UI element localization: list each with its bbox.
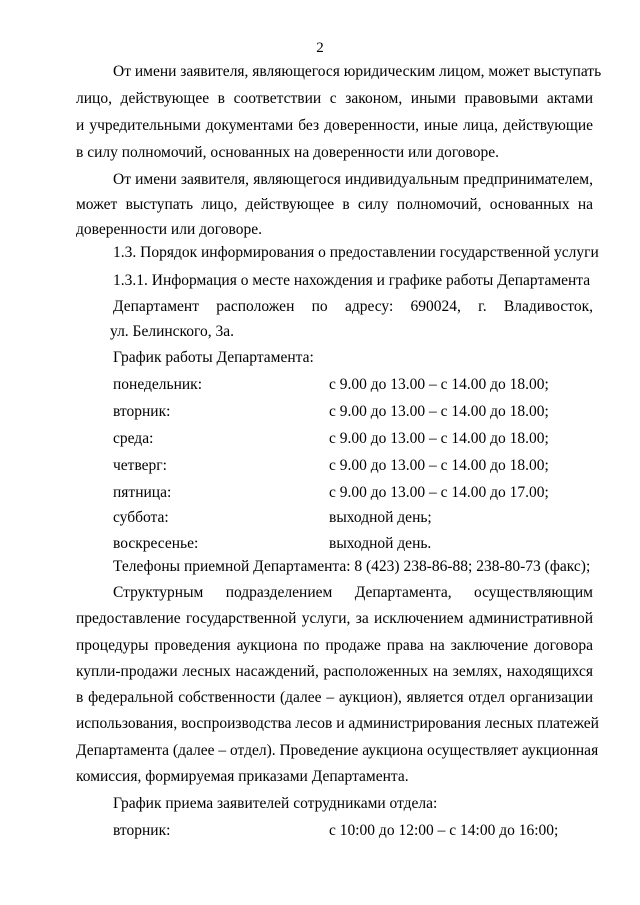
address-line-2: ул. Белинского, 3а. [110, 323, 235, 340]
para1-line-2: лицо, действующее в соответствии с законом, иными правовыми актами [76, 90, 593, 107]
para3-line-5: в федеральной собственности (далее – аукцион), является отдел организации [76, 689, 593, 706]
para2-line-1: От имени заявителя, являющегося индивидуальным предпринимателем, [113, 171, 593, 188]
para3-line-7: Департамента (далее – отдел). Проведение аукциона осуществляет аукционная [76, 742, 599, 759]
para3-line-1: Структурным подразделением Департамента, осуществляющим [113, 584, 593, 601]
para2-line-2: может выступать лицо, действующее в силу полномочий, основанных на [76, 196, 593, 213]
para3-line-8: комиссия, формируемая приказами Департамента. [76, 768, 409, 785]
section-title: 1.3. Порядок информирования о предоставлении государственной услуги [113, 244, 599, 261]
address-line-1: Департамент расположен по адресу: 690024, г. Владивосток, [113, 298, 593, 315]
schedule-hours: выходной день. [329, 535, 432, 552]
schedule-day: суббота: [113, 509, 169, 526]
schedule-hours: выходной день; [329, 509, 432, 526]
reception-day: вторник: [113, 822, 171, 839]
para2-line-3: доверенности или договоре. [76, 221, 262, 238]
para3-line-3: процедуры проведения аукциона по продаже права на заключение договора [76, 637, 593, 654]
para1-line-3: и учредительными документами без доверенности, иные лица, действующие [76, 117, 593, 134]
schedule-day: воскресенье: [113, 535, 199, 552]
para3-line-2: предоставление государственной услуги, за исключением административной [76, 610, 593, 627]
schedule-day: пятница: [113, 484, 172, 501]
subsection-title: 1.3.1. Информация о месте нахождения и графике работы Департамента [113, 272, 591, 289]
para1-line-1: От имени заявителя, являющегося юридическим лицом, может выступать [113, 63, 602, 80]
reception-hours: с 10:00 до 12:00 – с 14:00 до 16:00; [329, 822, 559, 839]
schedule-hours: с 9.00 до 13.00 – с 14.00 до 18.00; [329, 430, 549, 447]
schedule-hours: с 9.00 до 13.00 – с 14.00 до 18.00; [329, 403, 549, 420]
para3-line-4: купли-продажи лесных насаждений, расположенных на землях, находящихся [76, 663, 593, 680]
page-number: 2 [316, 40, 324, 56]
schedule-title: График работы Департамента: [113, 349, 314, 366]
schedule-day: вторник: [113, 403, 171, 420]
schedule-hours: с 9.00 до 13.00 – с 14.00 до 17.00; [329, 484, 549, 501]
para3-line-6: использования, воспроизводства лесов и администрирования лесных платежей [76, 715, 599, 732]
schedule-day: четверг: [113, 457, 167, 474]
phones-line: Телефоны приемной Департамента: 8 (423) 238-86-88; 238-80-73 (факс); [113, 558, 591, 575]
reception-title: График приема заявителей сотрудниками отдела: [113, 795, 438, 812]
schedule-day: понедельник: [113, 376, 203, 393]
schedule-day: среда: [113, 430, 154, 447]
para1-line-4: в силу полномочий, основанных на доверенности или договоре. [76, 144, 500, 161]
schedule-hours: с 9.00 до 13.00 – с 14.00 до 18.00; [329, 376, 549, 393]
schedule-hours: с 9.00 до 13.00 – с 14.00 до 18.00; [329, 457, 549, 474]
